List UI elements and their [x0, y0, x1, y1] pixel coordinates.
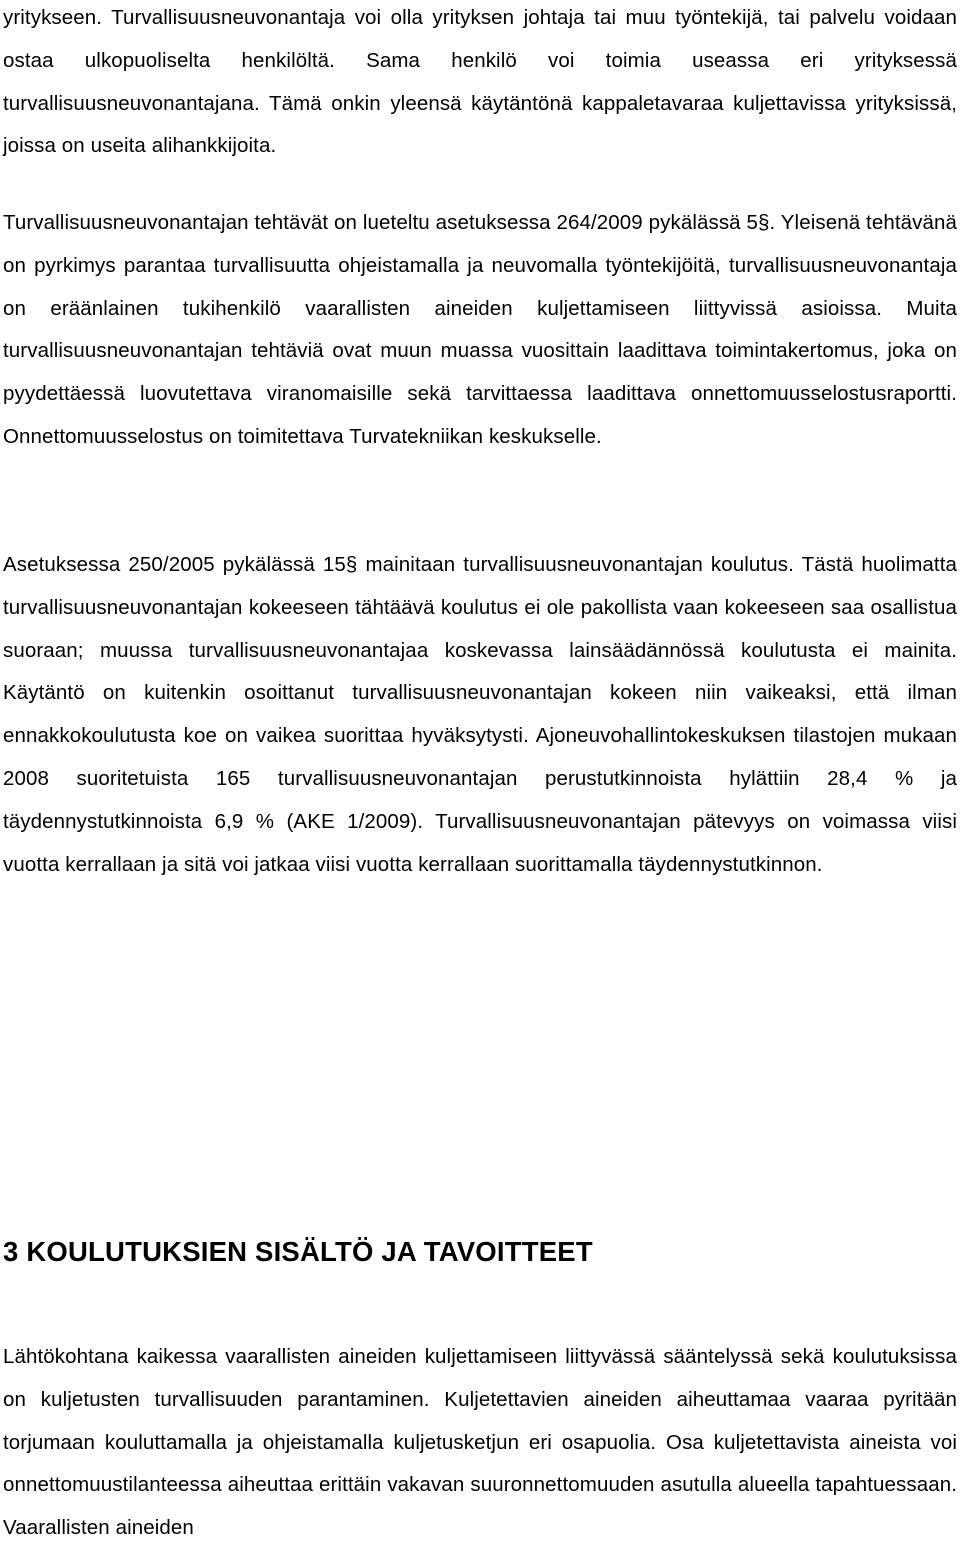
body-paragraph-1: yritykseen. Turvallisuusneuvonantaja voi olla yrityksen johtaja tai muu työntekijä, tai palvelu voidaan ostaa ulkopuoliselta henkilöltä. Sama henkilö voi toimia useassa eri yrityksessä turvallisuusneuvonantajana. Tämä onkin yleensä käytäntönä kappaletavaraa kuljettavissa yrityksissä, joissa on useita alihankkijoita. [3, 6, 957, 158]
body-paragraph-2: Turvallisuusneuvonantajan tehtävät on lueteltu asetuksessa 264/2009 pykälässä 5§. Yleisenä tehtävänä on pyrkimys parantaa turvallisuutta ohjeistamalla ja neuvomalla työntekijöitä, turvallisuusneuvonantaja on eräänlainen tukihenkilö vaarallisten aineiden kuljettamiseen liittyvissä asioissa. Muita turvallisuusneuvonantajan tehtäviä ovat muun muassa vuosittain laadittava toimintakertomus, joka on pyydettäessä luovutettava viranomaisille sekä tarvittaessa laadittava onnettomuusselostusraportti. Onnettomuusselostus on toimitettava Turvatekniikan keskukselle. [3, 211, 957, 448]
body-paragraph-3: Asetuksessa 250/2005 pykälässä 15§ mainitaan turvallisuusneuvonantajan koulutus. Tästä huolimatta turvallisuusneuvonantajan kokeeseen tähtäävä koulutus ei ole pakollista vaan kokeeseen saa osallistua suoraan; muussa turvallisuusneuvonantajaa koskevassa lainsäädännössä koulutusta ei mainita. Käytäntö on kuitenkin osoittanut turvallisuusneuvonantajan kokeen niin vaikeaksi, että ilman ennakkokoulutusta koe on vaikea suorittaa hyväksytysti. Ajoneuvohallintokeskuksen tilastojen mukaan 2008 suoritetuista 165 turvallisuusneuvonantajan perustutkinnoista hylättiin 28,4 % ja täydennystutkinnoista 6,9 % (AKE 1/2009). Turvallisuusneuvonantajan pätevyys on voimassa viisi vuotta kerrallaan ja sitä voi jatkaa viisi vuotta kerrallaan suorittamalla täydennystutkinnon. [3, 553, 957, 876]
section-heading: 3 KOULUTUKSIEN SISÄLTÖ JA TAVOITTEET [3, 1236, 593, 1267]
body-paragraph-4: Lähtökohtana kaikessa vaarallisten aineiden kuljettamiseen liittyvässä sääntelyssä sekä koulutuksissa on kuljetusten turvallisuuden parantaminen. Kuljetettavien aineiden aiheuttamaa vaaraa pyritään torjumaan kouluttamalla ja ohjeistamalla kuljetusketjun eri osapuolia. Osa kuljetettavista aineista voi onnettomuustilanteessa aiheuttaa erittäin vakavan suuronnettomuuden asutulla alueella tapahtuessaan. Vaarallisten aineiden [3, 1345, 957, 1540]
